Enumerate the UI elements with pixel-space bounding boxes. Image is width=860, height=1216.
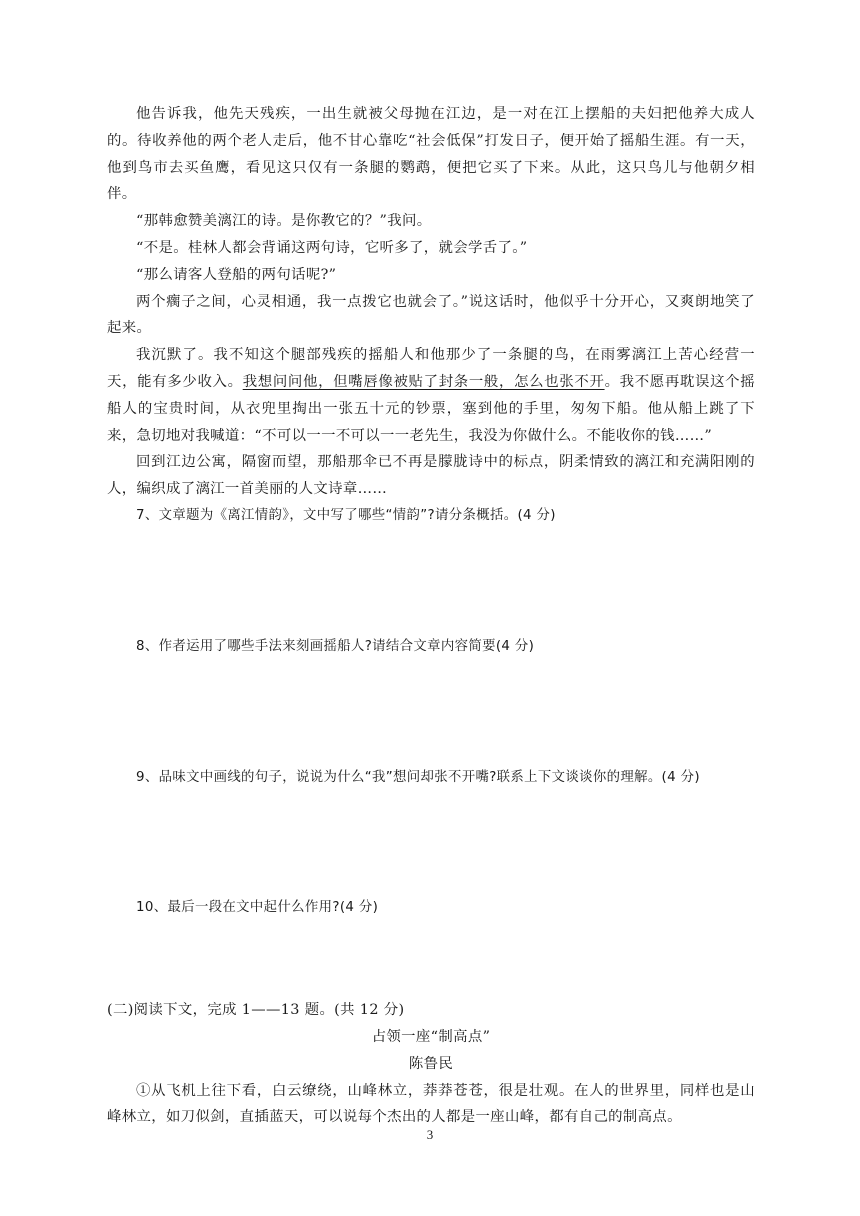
paragraph: 两个瘸子之间，心灵相通，我一点拨它也就会了。”说这话时，他似乎十分开心，又爽朗地笑了起来。 [107, 293, 755, 337]
question-7: 7、文章题为《离江情韵》，文中写了哪些“情韵”?请分条概括。(4 分) [136, 507, 556, 523]
question-8: 8、作者运用了哪些手法来刻画摇船人?请结合文章内容简要(4 分) [136, 638, 535, 654]
answer-space [107, 661, 755, 765]
answer-space [107, 791, 755, 895]
paragraph [107, 342, 755, 449]
question-10: 10、最后一段在文中起什么作用?(4 分) [136, 900, 379, 916]
paragraph: “不是。桂林人都会背诵这两句诗，它听多了，就会学舌了。” [136, 239, 528, 256]
answer-space [107, 530, 755, 634]
answer-space [107, 922, 755, 997]
section-heading: (二)阅读下文，完成 1——13 题。(共 12 分) [107, 1002, 405, 1019]
paragraph: “那么请客人登船的两句话呢?” [136, 266, 337, 283]
paragraph: 他告诉我，他先天残疾，一出生就被父母抛在江边，是一对在江上摆船的夫妇把他养大成人的。待收养他的两个老人走后，他不甘心靠吃“社会低保”打发日子，便开始了摇船生涯。有一天，他到鸟市去买鱼鹰，看见这只仅有一条腿的鹦鹉，便把它买了下来。从此，这只鸟儿与他朝夕相伴。 [107, 106, 755, 203]
question-9: 9、品味文中画线的句子，说说为什么“我”想问却张不开嘴?联系上下文谈谈你的理解。(4 分) [136, 769, 700, 785]
paragraph: ①从飞机上往下看，白云缭绕，山峰林立，莽莽苍苍，很是壮观。在人的世界里，同样也是山峰林立，如刀似剑，直插蓝天，可以说每个杰出的人都是一座山峰，都有自己的制高点。 [107, 1082, 755, 1126]
page-content [107, 101, 755, 1131]
paragraph: 回到江边公寓，隔窗而望，那船那伞已不再是朦胧诗中的标点，阴柔情致的漓江和充满阳刚的人，编织成了漓江一首美丽的人文诗章…… [107, 454, 755, 498]
paragraph: “那韩愈赞美漓江的诗。是你教它的？”我问。 [136, 213, 432, 230]
underlined-sentence: 我想问问他，但嘴唇像被贴了封条一般，怎么也张不开 [242, 373, 605, 390]
article-author: 陈鲁民 [408, 1055, 454, 1072]
page-number: 3 [426, 1127, 434, 1142]
text-span: 。我不愿再耽误这个摇船人的宝贵时间，从衣兜里掏出一张五十元的钞票，塞到他的手里，匆匆下船。他从船上跳了下来，急切地对我喊道：“不可以一一不可以一一老先生，我没为你做什么。不能收你的钱……” [107, 373, 755, 444]
text-span: 我沉默了。我不知这个腿部残疾的摇船人和他那少了一条腿的鸟，在雨雾漓江上苦心经营一天，能有多少收入。 [107, 347, 755, 390]
article-title: 占领一座“制高点” [371, 1028, 491, 1045]
